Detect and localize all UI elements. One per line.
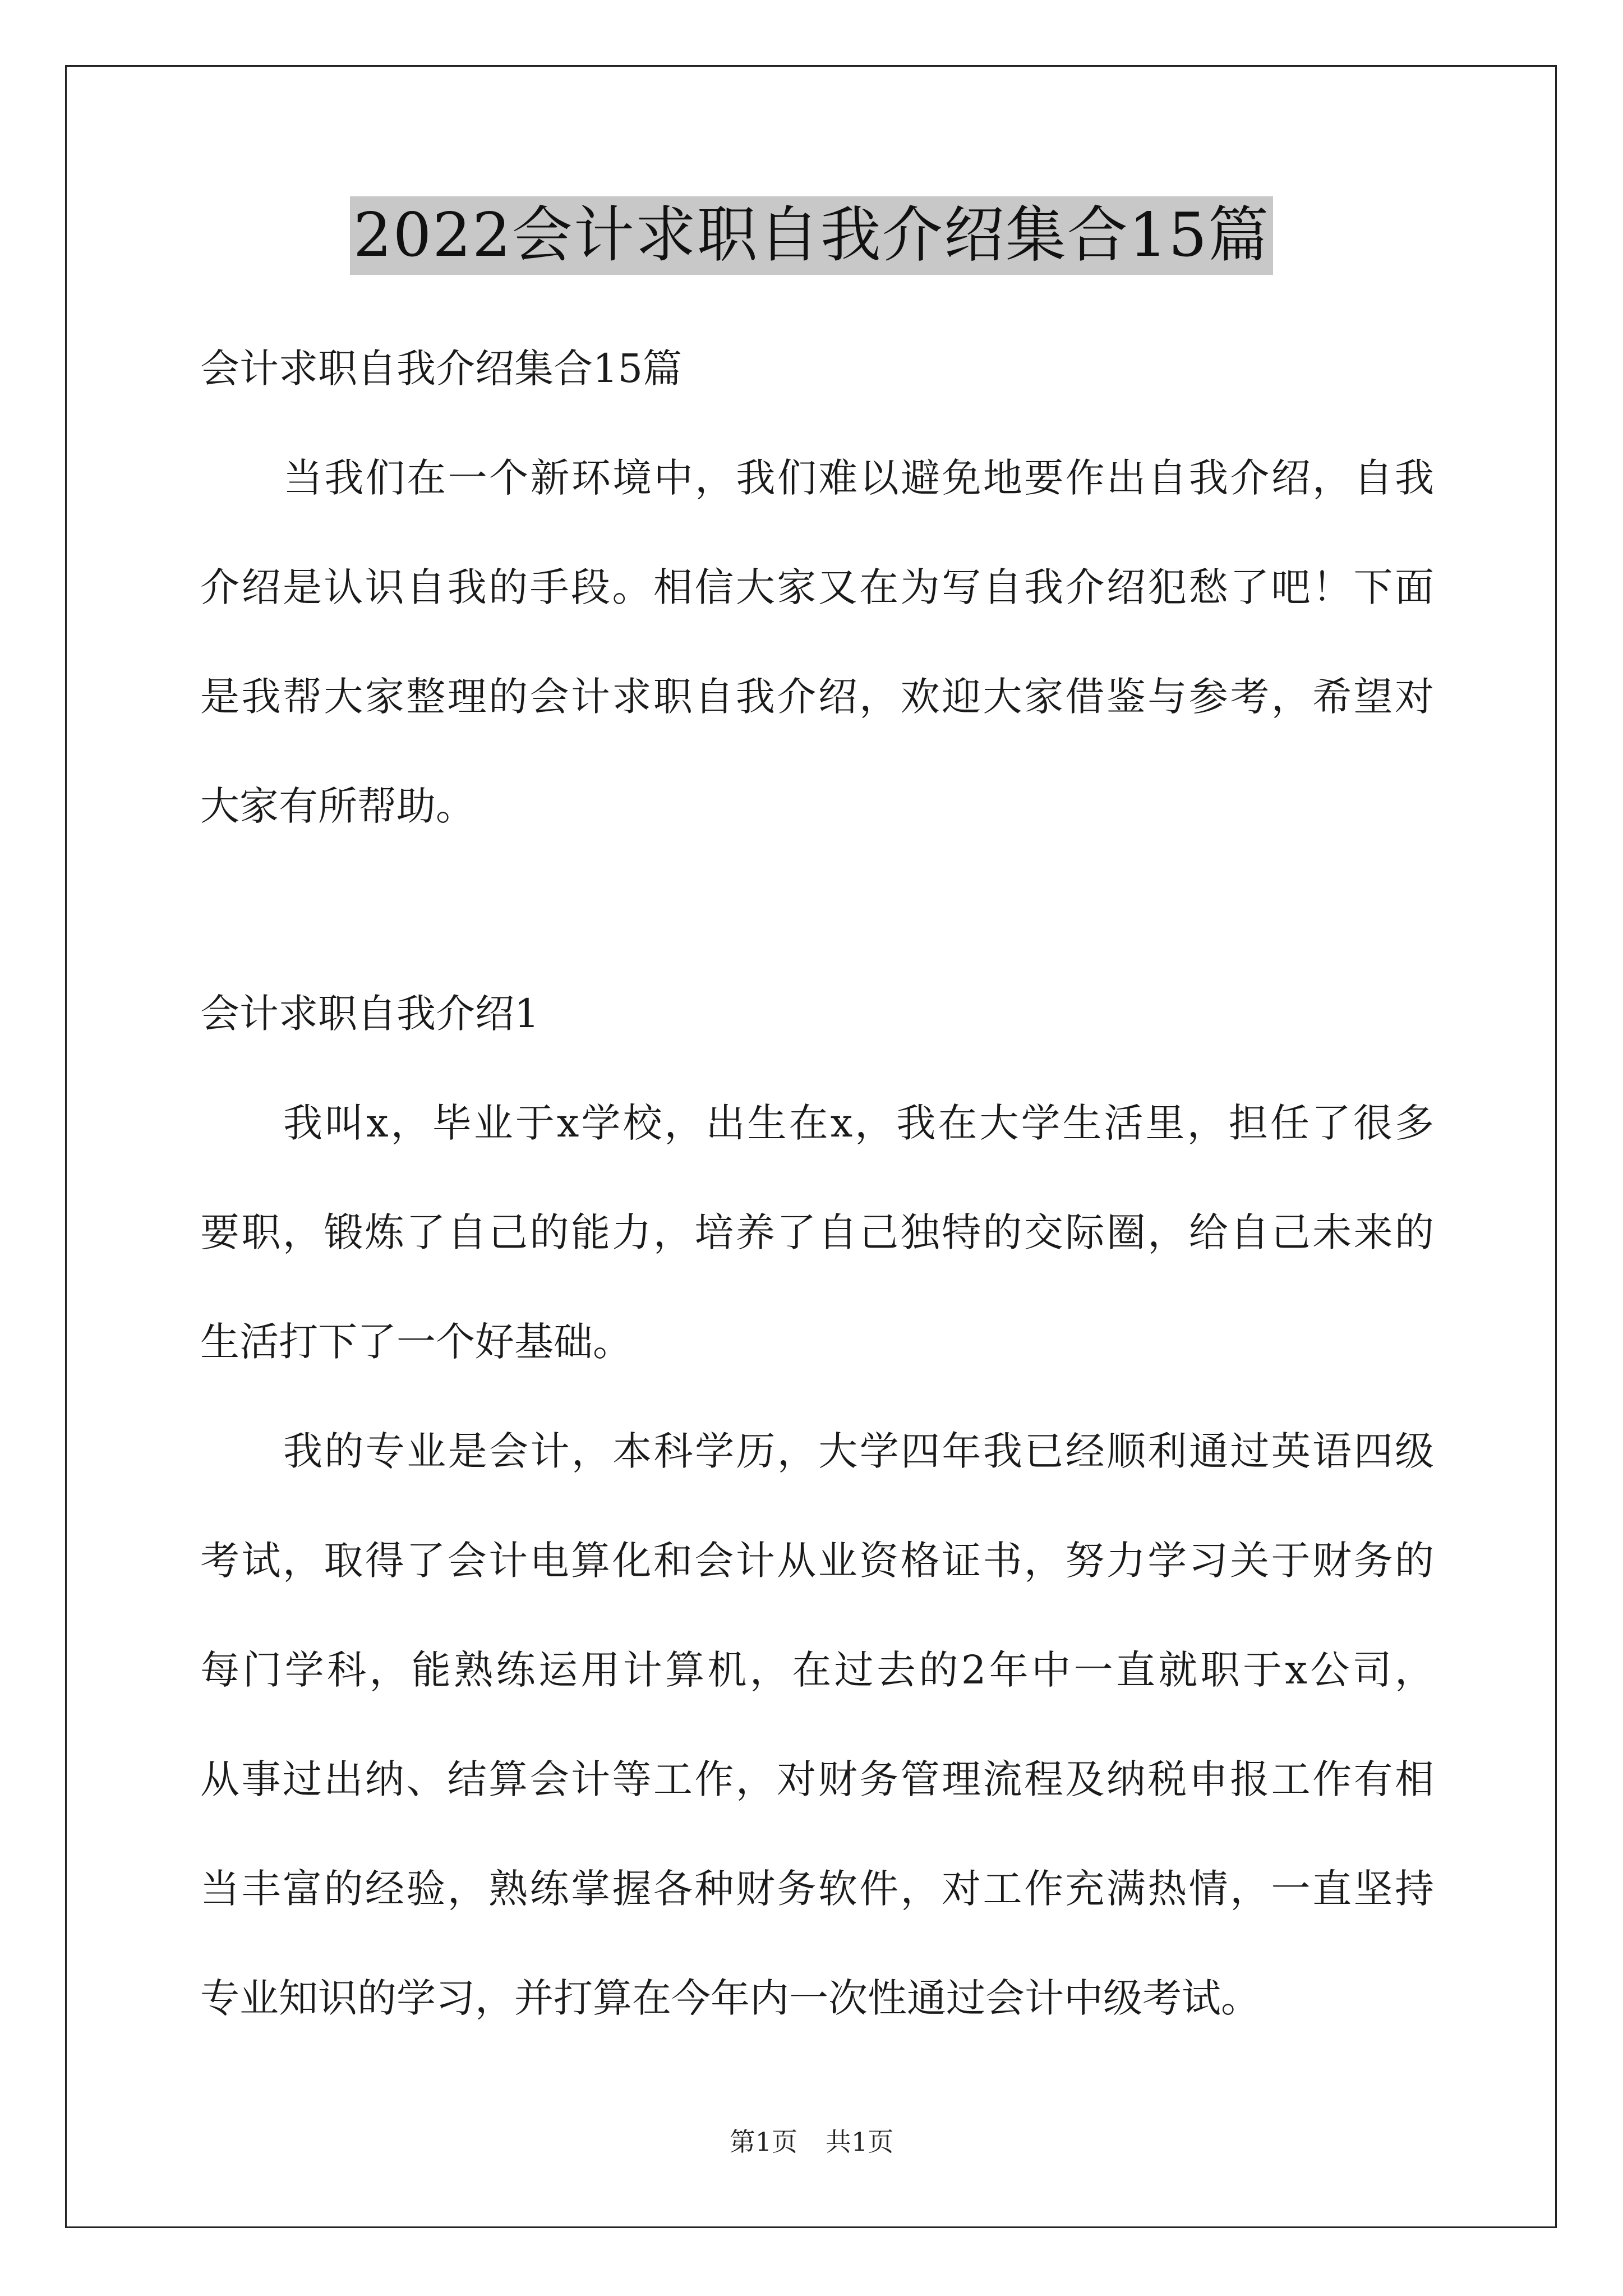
page-total: 共1页 [826,2127,894,2157]
paragraph-line: 当丰富的经验，熟练掌握各种财务软件，对工作充满热情，一直坚持 [200,1866,1434,1912]
title-container [0,196,1623,275]
section-heading: 会计求职自我介绍1 [200,991,540,1037]
paragraph-line: 我的专业是会计，本科学历，大学四年我已经顺利通过英语四级 [283,1428,1434,1474]
page-footer [0,2122,1623,2159]
paragraph-line: 每门学科，能熟练运用计算机，在过去的2年中一直就职于x公司， [200,1647,1434,1693]
paragraph-line: 专业知识的学习，并打算在今年内一次性通过会计中级考试。 [200,1975,1260,2021]
intro-line: 是我帮大家整理的会计求职自我介绍，欢迎大家借鉴与参考，希望对 [200,674,1434,720]
paragraph-line: 我叫x，毕业于x学校，出生在x，我在大学生活里，担任了很多 [283,1100,1434,1146]
section-spacer [200,861,1434,959]
document-title: 2022会计求职自我介绍集合15篇 [350,196,1273,275]
intro-line: 介绍是认识自我的手段。相信大家又在为写自我介绍犯愁了吧！下面 [200,564,1434,610]
intro-line: 当我们在一个新环境中，我们难以避免地要作出自我介绍，自我 [283,455,1434,501]
paragraph-line: 从事过出纳、结算会计等工作，对财务管理流程及纳税申报工作有相 [200,1756,1434,1802]
page-number: 第1页 [729,2127,797,2157]
paragraph-line: 考试，取得了会计电算化和会计从业资格证书，努力学习关于财务的 [200,1538,1434,1584]
intro-line: 大家有所帮助。 [200,783,475,829]
document-body [200,314,1434,2053]
paragraph-line: 生活打下了一个好基础。 [200,1319,632,1365]
subtitle: 会计求职自我介绍集合15篇 [200,346,683,392]
paragraph-line: 要职，锻炼了自己的能力，培养了自己独特的交际圈，给自己未来的 [200,1209,1434,1255]
